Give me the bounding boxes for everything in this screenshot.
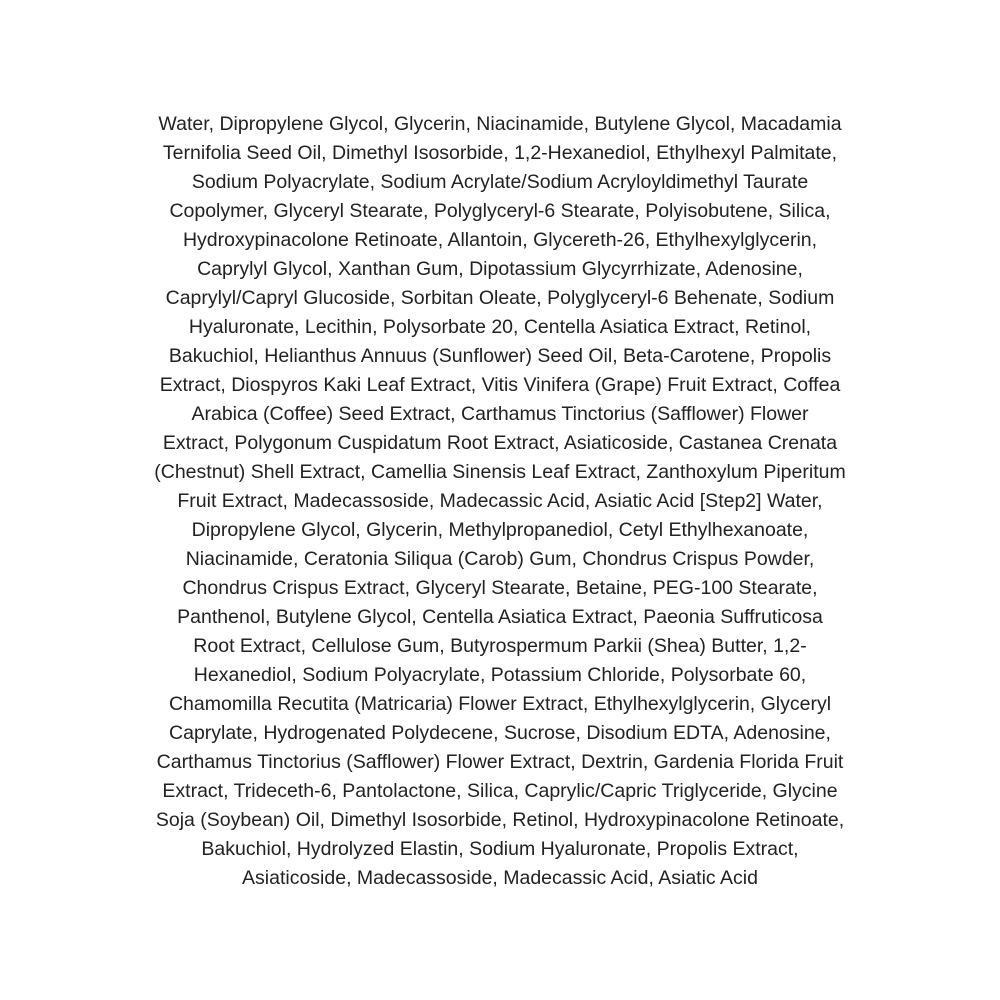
ingredients-line: Hydroxypinacolone Retinoate, Allantoin, Glycereth-26, Ethylhexylglycerin, — [182, 229, 818, 251]
ingredients-line: Chamomilla Recutita (Matricaria) Flower Extract, Ethylhexylglycerin, Glyceryl — [168, 693, 832, 715]
ingredients-line: Soja (Soybean) Oil, Dimethyl Isosorbide, Retinol, Hydroxypinacolone Retinoate, — [155, 809, 845, 831]
ingredients-line: Hexanediol, Sodium Polyacrylate, Potassium Chloride, Polysorbate 60, — [193, 664, 807, 686]
ingredients-line: Extract, Diospyros Kaki Leaf Extract, Vitis Vinifera (Grape) Fruit Extract, Coffea — [159, 374, 841, 396]
ingredients-list — [95, 110, 905, 893]
ingredients-line: Extract, Trideceth-6, Pantolactone, Silica, Caprylic/Capric Triglyceride, Glycine — [162, 780, 838, 802]
ingredients-line: Water, Dipropylene Glycol, Glycerin, Niacinamide, Butylene Glycol, Macadamia — [158, 113, 842, 135]
ingredients-line: Carthamus Tinctorius (Safflower) Flower Extract, Dextrin, Gardenia Florida Fruit — [156, 751, 844, 773]
ingredients-line: Dipropylene Glycol, Glycerin, Methylpropanediol, Cetyl Ethylhexanoate, — [191, 519, 809, 541]
ingredients-line: Fruit Extract, Madecassoside, Madecassic Acid, Asiatic Acid [Step2] Water, — [177, 490, 823, 512]
ingredients-line: Copolymer, Glyceryl Stearate, Polyglyceryl-6 Stearate, Polyisobutene, Silica, — [169, 200, 831, 222]
ingredients-line: Ternifolia Seed Oil, Dimethyl Isosorbide, 1,2-Hexanediol, Ethylhexyl Palmitate, — [162, 142, 838, 164]
ingredients-line: Arabica (Coffee) Seed Extract, Carthamus Tinctorius (Safflower) Flower — [191, 403, 809, 425]
ingredients-line: Bakuchiol, Helianthus Annuus (Sunflower) Seed Oil, Beta-Carotene, Propolis — [168, 345, 832, 367]
ingredients-line: Chondrus Crispus Extract, Glyceryl Stearate, Betaine, PEG-100 Stearate, — [182, 577, 818, 599]
ingredients-line: Caprylyl Glycol, Xanthan Gum, Dipotassium Glycyrrhizate, Adenosine, — [197, 258, 803, 280]
ingredients-line: (Chestnut) Shell Extract, Camellia Sinensis Leaf Extract, Zanthoxylum Piperitum — [154, 461, 846, 483]
ingredients-line: Bakuchiol, Hydrolyzed Elastin, Sodium Hyaluronate, Propolis Extract, — [201, 838, 799, 860]
ingredients-line: Sodium Polyacrylate, Sodium Acrylate/Sodium Acryloyldimethyl Taurate — [191, 171, 809, 193]
ingredients-line: Caprylyl/Capryl Glucoside, Sorbitan Oleate, Polyglyceryl-6 Behenate, Sodium — [165, 287, 835, 309]
ingredients-line: Extract, Polygonum Cuspidatum Root Extract, Asiaticoside, Castanea Crenata — [162, 432, 838, 454]
ingredients-line: Panthenol, Butylene Glycol, Centella Asiatica Extract, Paeonia Suffruticosa — [177, 606, 823, 628]
ingredients-line: Niacinamide, Ceratonia Siliqua (Carob) Gum, Chondrus Crispus Powder, — [185, 548, 815, 570]
ingredients-line: Hyaluronate, Lecithin, Polysorbate 20, Centella Asiatica Extract, Retinol, — [188, 316, 812, 338]
ingredients-line: Root Extract, Cellulose Gum, Butyrospermum Parkii (Shea) Butter, 1,2- — [193, 635, 807, 657]
ingredients-line: Caprylate, Hydrogenated Polydecene, Sucrose, Disodium EDTA, Adenosine, — [169, 722, 831, 744]
ingredients-line: Asiaticoside, Madecassoside, Madecassic Acid, Asiatic Acid — [242, 867, 758, 889]
